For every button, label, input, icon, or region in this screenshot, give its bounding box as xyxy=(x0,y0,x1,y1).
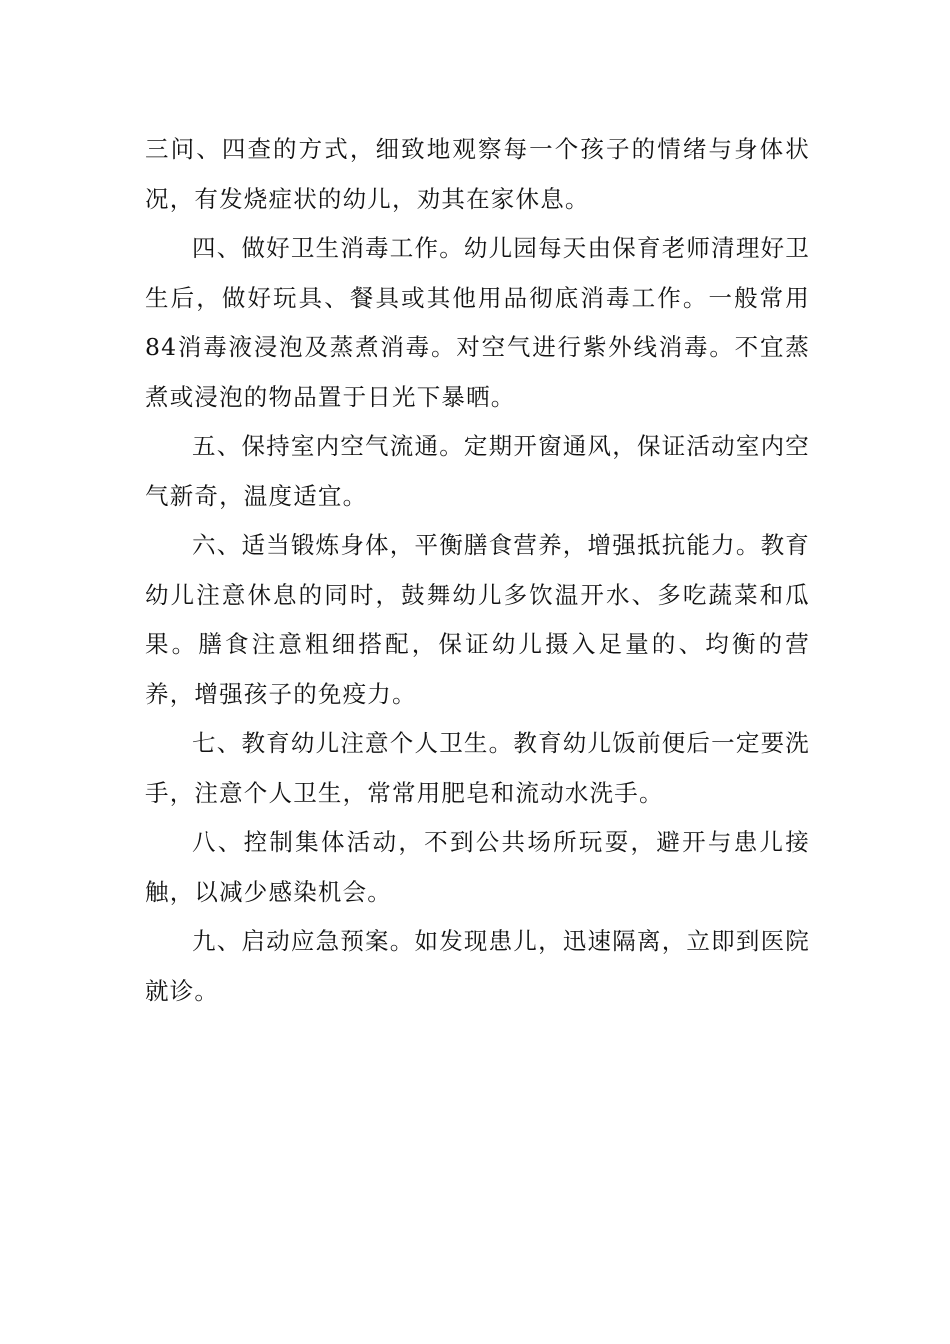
paragraph-item-7: 七、教育幼儿注意个人卫生。教育幼儿饭前便后一定要洗手，注意个人卫生，常常用肥皂和流动水洗手。 xyxy=(145,729,810,807)
paragraph-continuation: 三问、四查的方式，细致地观察每一个孩子的情绪与身体状况，有发烧症状的幼儿，劝其在家休息。 xyxy=(145,135,810,213)
paragraph-item-5: 五、保持室内空气流通。定期开窗通风，保证活动室内空气新奇，温度适宜。 xyxy=(145,432,810,510)
document-body xyxy=(145,125,810,1016)
paragraph-item-4: 四、做好卫生消毒工作。幼儿园每天由保育老师清理好卫生后，做好玩具、餐具或其他用品彻底消毒工作。一般常用84消毒液浸泡及蒸煮消毒。对空气进行紫外线消毒。不宜蒸煮或浸泡的物品置于日光下暴晒。 xyxy=(145,234,810,411)
paragraph-item-6: 六、适当锻炼身体，平衡膳食营养，增强抵抗能力。教育幼儿注意休息的同时，鼓舞幼儿多饮温开水、多吃蔬菜和瓜果。膳食注意粗细搭配，保证幼儿摄入足量的、均衡的营养，增强孩子的免疫力。 xyxy=(145,531,810,708)
paragraph-item-9: 九、启动应急预案。如发现患儿，迅速隔离，立即到医院就诊。 xyxy=(145,927,810,1005)
paragraph-item-8: 八、控制集体活动，不到公共场所玩耍，避开与患儿接触，以减少感染机会。 xyxy=(145,828,810,906)
